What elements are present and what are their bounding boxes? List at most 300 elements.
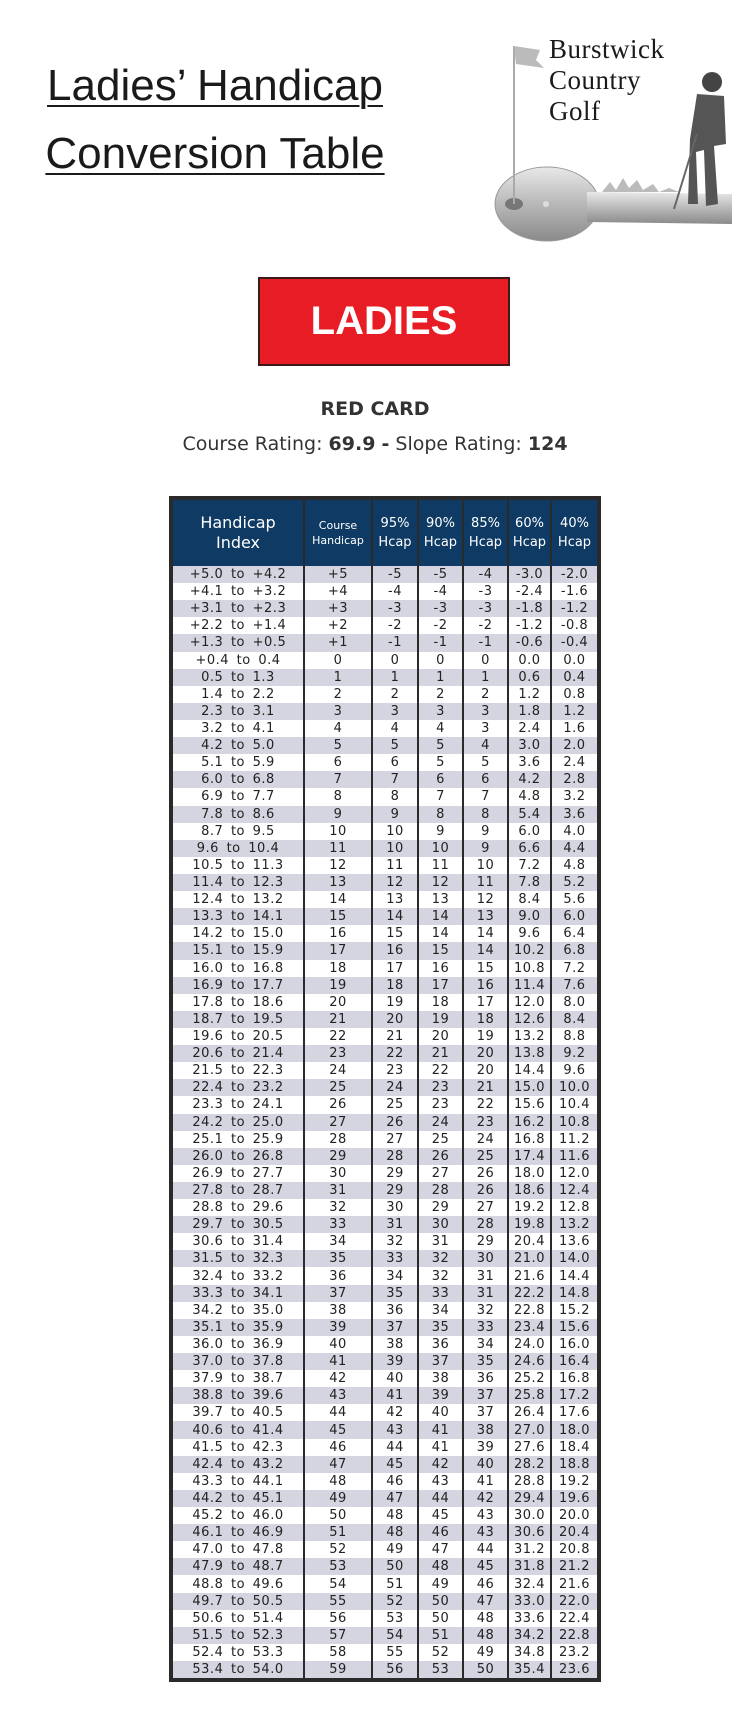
table-row [173,806,597,823]
cell-90-hcap: 1 [418,669,463,686]
cell-course-handicap: 44 [304,1404,372,1421]
cell-40-hcap: -2.0 [551,566,597,583]
cell-course-handicap: 42 [304,1370,372,1387]
cell-40-hcap: 2.0 [551,737,597,754]
cell-85-hcap: 32 [463,1302,508,1319]
cell-95-hcap: 13 [372,891,418,908]
cell-95-hcap: 29 [372,1182,418,1199]
cell-90-hcap: 10 [418,840,463,857]
cell-90-hcap: 51 [418,1627,463,1644]
cell-40-hcap: 5.6 [563,892,586,908]
cell-40-hcap: 17.6 [559,1405,590,1421]
cell-handicap-index: 12.4 to 13.2 [173,891,304,908]
cell-40-hcap: 12.8 [559,1200,590,1216]
table-row [173,1456,597,1473]
cell-course-handicap: 0 [304,652,372,669]
table-row [173,1439,597,1456]
cell-60-hcap: 32.4 [508,1575,551,1592]
cell-course-handicap: 19 [304,977,372,994]
cell-40-hcap: 7.6 [551,977,597,994]
cell-85-hcap: 30 [463,1250,508,1267]
cell-course-handicap: 48 [304,1473,372,1490]
cell-95-hcap: 24 [372,1079,418,1096]
cell-40-hcap: 21.6 [559,1576,590,1592]
table-row [173,686,597,703]
cell-handicap-index: 51.5 to 52.3 [173,1627,304,1644]
header-85-hcap [463,500,508,566]
cell-40-hcap: 5.2 [551,874,597,891]
cell-60-hcap: 21.0 [508,1250,551,1267]
course-rating-value: 69.9 [328,433,376,455]
cell-85-hcap: 10 [463,857,508,874]
cell-40-hcap: -1.2 [551,600,597,617]
cell-40-hcap: 0.0 [563,652,586,668]
page-title [30,52,400,188]
cell-85-hcap: 21 [463,1079,508,1096]
cell-60-hcap: 30.0 [508,1507,551,1524]
cell-handicap-index: 16.9 to 17.7 [173,977,304,994]
cell-40-hcap: 21.2 [551,1558,597,1575]
slope-rating-value: 124 [527,433,568,455]
cell-40-hcap: 20.4 [551,1524,597,1541]
cell-handicap-index: +5.0 to +4.2 [173,566,304,583]
cell-85-hcap: 0 [463,652,508,669]
cell-95-hcap: 56 [372,1661,418,1678]
cell-90-hcap: 34 [418,1302,463,1319]
cell-handicap-index: 30.6 to 31.4 [173,1233,304,1250]
cell-40-hcap: 3.2 [563,789,586,805]
cell-60-hcap: 18.6 [508,1182,551,1199]
cell-85-hcap: 50 [463,1661,508,1678]
cell-90-hcap: 32 [418,1250,463,1267]
table-row [173,720,597,737]
cell-85-hcap: 46 [463,1575,508,1592]
cell-85-hcap: 1 [463,669,508,686]
header-40-hcap [551,500,597,566]
cell-40-hcap: 23.6 [551,1661,597,1678]
cell-40-hcap: 4.0 [563,823,586,839]
cell-90-hcap: 39 [418,1387,463,1404]
cell-40-hcap: 13.6 [559,1234,590,1250]
cell-95-hcap: 31 [372,1216,418,1233]
cell-95-hcap: 12 [372,874,418,891]
cell-40-hcap: -0.4 [551,634,597,651]
cell-90-hcap: 20 [418,1028,463,1045]
cell-60-hcap: 0.6 [508,669,551,686]
cell-85-hcap: 27 [463,1199,508,1216]
cell-course-handicap: +3 [304,600,372,617]
cell-handicap-index: 49.7 to 50.5 [173,1593,304,1610]
cell-60-hcap: 16.2 [508,1114,551,1131]
rating-separator: - [381,433,390,455]
cell-85-hcap: 26 [463,1182,508,1199]
cell-course-handicap: 55 [304,1593,372,1610]
cell-90-hcap: 12 [418,874,463,891]
cell-course-handicap: 10 [304,823,372,840]
slope-rating-label: Slope Rating: [395,433,522,455]
cell-95-hcap: 50 [372,1558,418,1575]
cell-course-handicap: 51 [304,1524,372,1541]
cell-40-hcap: -1.6 [560,584,589,600]
logo-line-2: Country [549,65,642,95]
cell-90-hcap: 24 [418,1114,463,1131]
cell-90-hcap: -3 [418,600,463,617]
cell-95-hcap: 29 [372,1165,418,1182]
rating-line [0,433,750,455]
cell-40-hcap: 2.8 [551,771,597,788]
cell-40-hcap: 23.2 [559,1644,590,1660]
cell-handicap-index: 24.2 to 25.0 [173,1114,304,1131]
cell-90-hcap: 29 [418,1199,463,1216]
table-row [173,1387,597,1404]
cell-course-handicap: 43 [304,1387,372,1404]
cell-95-hcap: 17 [372,960,418,977]
table-row [173,823,597,840]
cell-60-hcap: 24.6 [508,1353,551,1370]
header-label: Handicap [312,534,364,547]
cell-85-hcap: -2 [463,617,508,634]
cell-course-handicap: 15 [304,908,372,925]
cell-40-hcap: 0.4 [551,669,597,686]
cell-60-hcap: 6.0 [508,823,551,840]
cell-handicap-index: +2.2 to +1.4 [173,617,304,634]
cell-95-hcap: 26 [372,1114,418,1131]
cell-handicap-index: 48.8 to 49.6 [173,1575,304,1592]
cell-95-hcap: 10 [372,823,418,840]
cell-handicap-index: 26.0 to 26.8 [173,1148,304,1165]
header-label: 85% [471,516,500,531]
logo-text [549,34,665,127]
table-row [173,1062,597,1079]
table-row [173,857,597,874]
cell-60-hcap: 34.8 [508,1644,551,1661]
cell-40-hcap: 10.8 [551,1114,597,1131]
cell-90-hcap: 43 [418,1473,463,1490]
cell-85-hcap: 9 [463,823,508,840]
cell-90-hcap: 7 [418,788,463,805]
cell-60-hcap: 23.4 [508,1319,551,1336]
cell-85-hcap: 31 [463,1267,508,1284]
cell-40-hcap: 2.4 [563,755,586,771]
card-name: RED CARD [320,398,430,420]
cell-course-handicap: 41 [304,1353,372,1370]
cell-course-handicap: 58 [304,1644,372,1661]
cell-90-hcap: 41 [418,1421,463,1438]
cell-40-hcap: 8.4 [551,1011,597,1028]
cell-course-handicap: 56 [304,1610,372,1627]
cell-90-hcap: 53 [418,1661,463,1678]
cell-handicap-index: 14.2 to 15.0 [173,925,304,942]
cell-handicap-index: 47.0 to 47.8 [173,1541,304,1558]
cell-85-hcap: 20 [463,1062,508,1079]
cell-85-hcap: 24 [463,1131,508,1148]
cell-60-hcap: 26.4 [508,1404,551,1421]
cell-40-hcap: 4.4 [551,840,597,857]
header-label: Hcap [468,535,503,550]
table-row [173,1490,597,1507]
cell-60-hcap: 2.4 [508,720,551,737]
cell-course-handicap: 6 [304,754,372,771]
cell-60-hcap: 13.8 [508,1045,551,1062]
table-row [173,1404,597,1421]
cell-60-hcap: 31.8 [508,1558,551,1575]
table-row [173,1541,597,1558]
cell-85-hcap: 3 [463,720,508,737]
cell-handicap-index: 6.9 to 7.7 [173,788,304,805]
table-row [173,1421,597,1438]
table-row [173,703,597,720]
cell-95-hcap: 10 [372,840,418,857]
cell-85-hcap: 47 [463,1593,508,1610]
cell-95-hcap: 35 [372,1285,418,1302]
cell-handicap-index: 41.5 to 42.3 [173,1439,304,1456]
cell-40-hcap: -0.8 [560,618,589,634]
cell-90-hcap: 41 [418,1439,463,1456]
cell-95-hcap: 40 [372,1370,418,1387]
cell-60-hcap: 7.8 [508,874,551,891]
cell-40-hcap: 11.2 [559,1131,590,1147]
cell-60-hcap: -1.2 [508,617,551,634]
table-row [173,1661,597,1678]
cell-40-hcap: 11.6 [551,1148,597,1165]
cell-course-handicap: 3 [304,703,372,720]
header-label: Hcap [423,535,458,550]
cell-95-hcap: 7 [372,771,418,788]
cell-handicap-index: 9.6 to 10.4 [173,840,304,857]
cell-95-hcap: 9 [372,806,418,823]
cell-90-hcap: 5 [418,754,463,771]
header-label: 60% [515,516,544,531]
cell-course-handicap: 4 [304,720,372,737]
cell-60-hcap: 8.4 [508,891,551,908]
cell-course-handicap: 54 [304,1575,372,1592]
table-row [173,600,597,617]
table-row [173,1302,597,1319]
table-row [173,1114,597,1131]
cell-course-handicap: 39 [304,1319,372,1336]
cell-60-hcap: 19.2 [508,1199,551,1216]
cell-40-hcap: 16.0 [559,1336,590,1352]
cell-95-hcap: 27 [372,1131,418,1148]
cell-course-handicap: +5 [304,566,372,583]
cell-40-hcap: 3.6 [551,806,597,823]
table-header-row [173,500,597,566]
cell-85-hcap: 14 [463,925,508,942]
cell-90-hcap: 40 [418,1404,463,1421]
cell-course-handicap: 2 [304,686,372,703]
cell-handicap-index: 45.2 to 46.0 [173,1507,304,1524]
cell-course-handicap: 1 [304,669,372,686]
cell-85-hcap: 15 [463,960,508,977]
cell-course-handicap: 17 [304,942,372,959]
cell-40-hcap: 18.8 [551,1456,597,1473]
cell-course-handicap: 20 [304,994,372,1011]
cell-handicap-index: +1.3 to +0.5 [173,634,304,651]
cell-85-hcap: 6 [463,771,508,788]
header-label: 90% [426,516,455,531]
cell-handicap-index: 42.4 to 43.2 [173,1456,304,1473]
header-label: Course [318,519,358,532]
cell-90-hcap: 48 [418,1558,463,1575]
cell-course-handicap: 34 [304,1233,372,1250]
cell-90-hcap: 50 [418,1610,463,1627]
cell-40-hcap: 15.2 [559,1302,590,1318]
cell-85-hcap: 14 [463,942,508,959]
cell-handicap-index: 38.8 to 39.6 [173,1387,304,1404]
cell-60-hcap: 33.6 [508,1610,551,1627]
cell-90-hcap: 4 [418,720,463,737]
table-row [173,1148,597,1165]
cell-handicap-index: +3.1 to +2.3 [173,600,304,617]
cell-95-hcap: 28 [372,1148,418,1165]
cell-handicap-index: 52.4 to 53.3 [173,1644,304,1661]
table-row [173,1524,597,1541]
cell-40-hcap: 1.2 [551,703,597,720]
title-line-1: Ladies’ Handicap [47,61,383,110]
cell-course-handicap: 25 [304,1079,372,1096]
cell-60-hcap: 7.2 [508,857,551,874]
cell-90-hcap: -1 [418,634,463,651]
cell-90-hcap: 17 [418,977,463,994]
handicap-conversion-table [169,496,601,1682]
header-95-hcap [372,500,418,566]
cell-60-hcap: 29.4 [508,1490,551,1507]
cell-85-hcap: 34 [463,1336,508,1353]
table-row [173,1267,597,1284]
cell-90-hcap: 13 [418,891,463,908]
cell-90-hcap: 31 [418,1233,463,1250]
header-90-hcap [418,500,463,566]
cell-handicap-index: 3.2 to 4.1 [173,720,304,737]
cell-95-hcap: 54 [372,1627,418,1644]
cell-95-hcap: 23 [372,1062,418,1079]
cell-handicap-index: 34.2 to 35.0 [173,1302,304,1319]
cell-course-handicap: 18 [304,960,372,977]
cell-85-hcap: -3 [463,600,508,617]
cell-90-hcap: 28 [418,1182,463,1199]
cell-handicap-index: 50.6 to 51.4 [173,1610,304,1627]
cell-course-handicap: 45 [304,1421,372,1438]
cell-60-hcap: -0.6 [508,634,551,651]
table-row [173,1028,597,1045]
cell-60-hcap: 28.2 [508,1456,551,1473]
course-rating-label: Course Rating: [182,433,323,455]
cell-40-hcap: 20.0 [559,1508,590,1524]
cell-95-hcap: 15 [372,925,418,942]
cell-95-hcap: 48 [372,1507,418,1524]
cell-40-hcap: 16.4 [551,1353,597,1370]
cell-90-hcap: 44 [418,1490,463,1507]
cell-95-hcap: 41 [372,1387,418,1404]
cell-course-handicap: 24 [304,1062,372,1079]
cell-60-hcap: 3.0 [508,737,551,754]
cell-90-hcap: 45 [418,1507,463,1524]
cell-85-hcap: 5 [463,754,508,771]
cell-course-handicap: 49 [304,1490,372,1507]
cell-handicap-index: 7.8 to 8.6 [173,806,304,823]
cell-95-hcap: 3 [372,703,418,720]
cell-85-hcap: -1 [463,634,508,651]
cell-handicap-index: 32.4 to 33.2 [173,1267,304,1284]
header-label: Hcap [512,535,547,550]
header-label: Hcap [378,535,412,550]
cell-95-hcap: 4 [372,720,418,737]
cell-60-hcap: 9.0 [508,908,551,925]
header-course-handicap [304,500,372,566]
cell-40-hcap: 9.6 [563,1063,586,1079]
cell-90-hcap: 50 [418,1593,463,1610]
table-row [173,1507,597,1524]
cell-85-hcap: 26 [463,1165,508,1182]
cell-course-handicap: 33 [304,1216,372,1233]
cell-90-hcap: 36 [418,1336,463,1353]
cell-85-hcap: 7 [463,788,508,805]
cell-95-hcap: 47 [372,1490,418,1507]
cell-95-hcap: 25 [372,1096,418,1113]
cell-course-handicap: 35 [304,1250,372,1267]
cell-95-hcap: 19 [372,994,418,1011]
cell-course-handicap: 57 [304,1627,372,1644]
cell-60-hcap: 1.8 [508,703,551,720]
cell-95-hcap: 45 [372,1456,418,1473]
cell-handicap-index: 44.2 to 45.1 [173,1490,304,1507]
cell-85-hcap: 42 [463,1490,508,1507]
cell-course-handicap: 16 [304,925,372,942]
cell-60-hcap: -1.8 [508,600,551,617]
cell-60-hcap: 0.0 [508,652,551,669]
table-row [173,754,597,771]
cell-60-hcap: 16.8 [508,1131,551,1148]
cell-handicap-index: 13.3 to 14.1 [173,908,304,925]
cell-85-hcap: 4 [463,737,508,754]
table-row [173,1353,597,1370]
cell-85-hcap: 39 [463,1439,508,1456]
cell-course-handicap: +1 [304,634,372,651]
cell-40-hcap: 8.8 [563,1029,586,1044]
cell-90-hcap: 0 [418,652,463,669]
cell-handicap-index: 33.3 to 34.1 [173,1285,304,1302]
cell-95-hcap: 5 [372,737,418,754]
cell-95-hcap: 36 [372,1302,418,1319]
cell-90-hcap: 46 [418,1524,463,1541]
cell-handicap-index: 40.6 to 41.4 [173,1421,304,1438]
cell-handicap-index: 25.1 to 25.9 [173,1131,304,1148]
cell-60-hcap: 27.6 [508,1439,551,1456]
cell-85-hcap: 43 [463,1524,508,1541]
cell-95-hcap: 43 [372,1421,418,1438]
table-row [173,1644,597,1661]
cell-60-hcap: -2.4 [508,583,551,600]
cell-course-handicap: 38 [304,1302,372,1319]
table-row [173,1045,597,1062]
cell-90-hcap: 5 [418,737,463,754]
cell-handicap-index: 17.8 to 18.6 [173,994,304,1011]
cell-90-hcap: 21 [418,1045,463,1062]
cell-90-hcap: 15 [418,942,463,959]
cell-90-hcap: 30 [418,1216,463,1233]
table-row [173,1131,597,1148]
cell-60-hcap: 19.8 [508,1216,551,1233]
cell-95-hcap: -2 [372,617,418,634]
cell-85-hcap: 28 [463,1216,508,1233]
cell-60-hcap: 28.8 [508,1473,551,1490]
cell-85-hcap: -4 [463,566,508,583]
cell-40-hcap: 10.0 [551,1079,597,1096]
cell-40-hcap: 20.8 [559,1542,590,1558]
table-row [173,874,597,891]
cell-85-hcap: 9 [463,840,508,857]
cell-90-hcap: 18 [418,994,463,1011]
